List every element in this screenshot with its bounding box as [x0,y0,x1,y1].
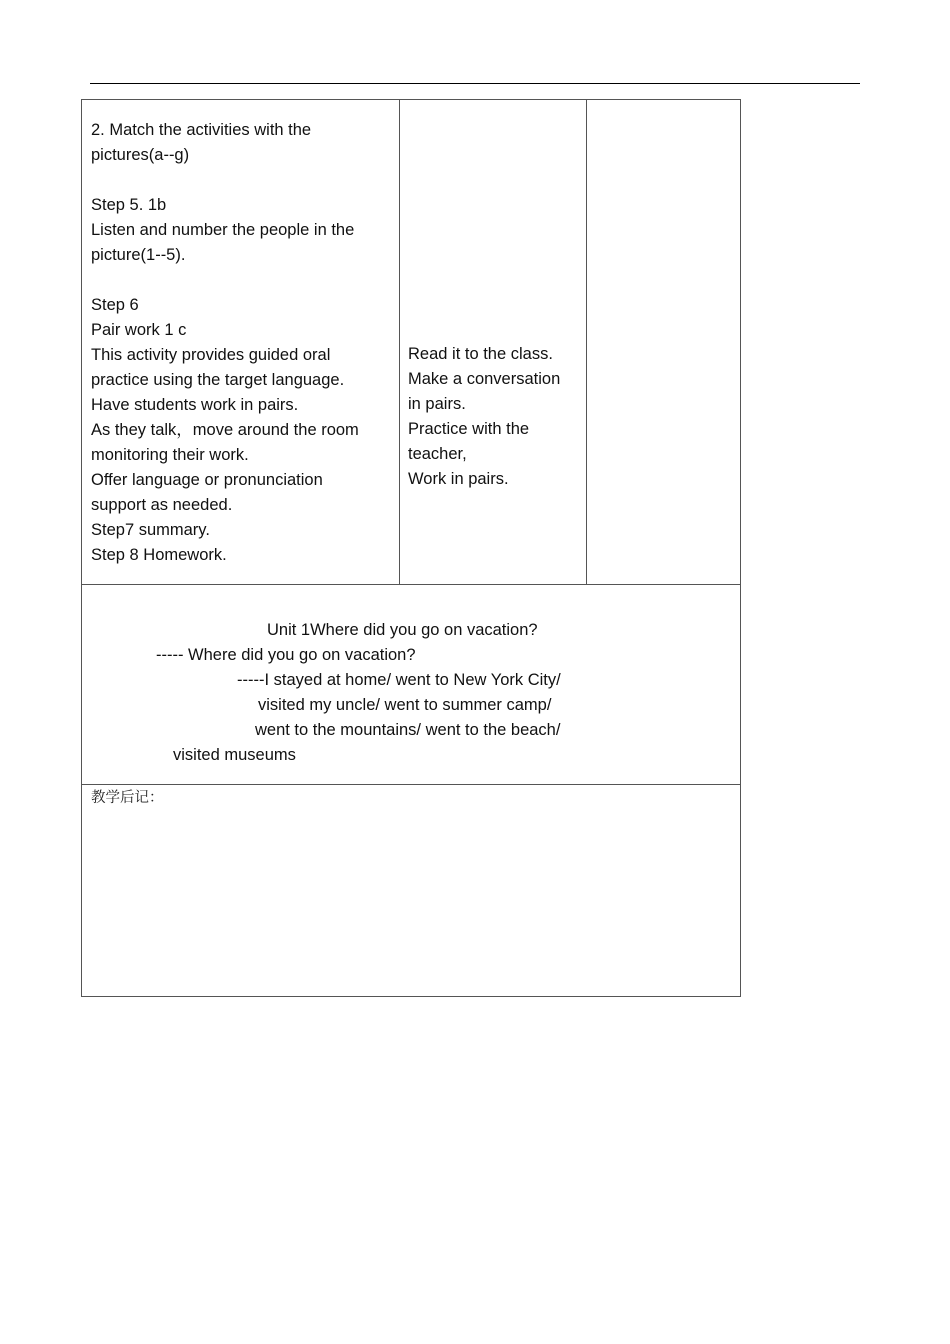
match-instruction-line1: 2. Match the activities with the [91,121,312,139]
student-activity-line4: Practice with the [408,420,530,438]
step5-instruction-line1: Listen and number the people in the [91,221,355,239]
teaching-notes-cell [82,785,741,997]
student-activity-line6: Work in pairs. [408,470,509,488]
blackboard-design-cell [82,585,741,785]
student-activity-line2: Make a conversation [408,370,561,388]
step6-description-line1: This activity provides guided oral [91,346,331,364]
lesson-plan-table [81,99,741,997]
step6-description-line5: monitoring their work. [91,446,249,464]
remarks-cell [587,100,741,585]
blackboard-answer-line4: visited museums [173,746,296,764]
step6-description-line7: support as needed. [91,496,233,514]
spacer [91,168,390,193]
match-instruction-line2: pictures(a--g) [91,146,190,164]
blackboard-design-row [82,585,741,785]
step6-description-line4: As they talk，move around the room [91,421,359,439]
teaching-notes-row [82,785,741,997]
student-activity-cell [400,100,587,585]
teaching-notes-label: 教学后记： [91,790,164,806]
blackboard-title: Unit 1Where did you go on vacation? [267,621,538,639]
blackboard-design [82,585,740,784]
step5-title: Step 5. 1b [91,196,167,214]
student-activity-line1: Read it to the class. [408,345,553,363]
blackboard-answer-line3: went to the mountains/ went to the beach/ [255,721,561,739]
blackboard-answer-line2: visited my uncle/ went to summer camp/ [258,696,552,714]
teacher-activity-cell [82,100,400,585]
blackboard-answer-line1: -----I stayed at home/ went to New York City/ [237,671,561,689]
step6-description-line3: Have students work in pairs. [91,396,299,414]
steps-row [82,100,741,585]
step5-instruction-line2: picture(1--5). [91,246,186,264]
step6-title: Step 6 [91,296,139,314]
step6-description-line6: Offer language or pronunciation [91,471,323,489]
step6-description-line2: practice using the target language. [91,371,345,389]
blackboard-question: ----- Where did you go on vacation? [156,646,416,664]
step7-summary: Step7 summary. [91,521,210,539]
student-activity-text [408,342,580,492]
step6-pairwork: Pair work 1 c [91,321,187,339]
spacer [91,268,390,293]
header-rule [90,83,860,84]
student-activity-line3: in pairs. [408,395,466,413]
step8-homework: Step 8 Homework. [91,546,227,564]
student-activity-line5: teacher, [408,445,467,463]
